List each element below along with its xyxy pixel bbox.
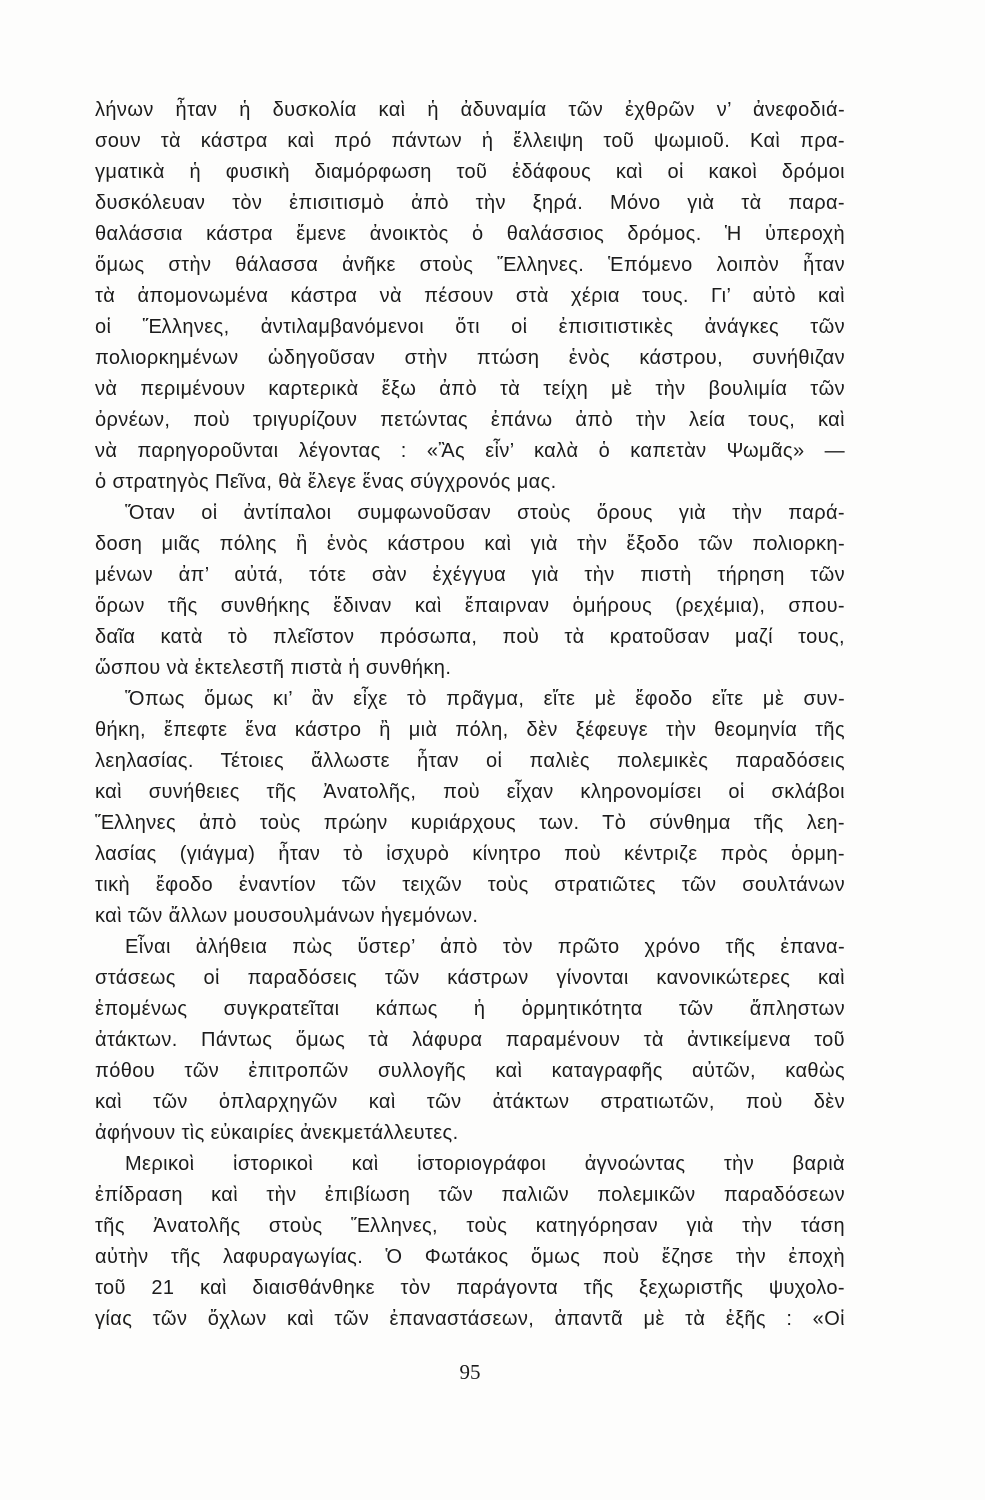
body-text <box>95 95 845 1335</box>
text-line: Εἶναι ἀλήθεια πὼς ὕστερ’ ἀπὸ τὸν πρῶτο χρόνο τῆς ἐπανα- <box>125 936 845 958</box>
text-line: δυσκόλευαν τὸν ἐπισιτισμὸ ἀπὸ τὴν ξηρά. Μόνο γιὰ τὰ παρα- <box>95 192 845 214</box>
text-line: τὰ ἀπομονωμένα κάστρα νὰ πέσουν στὰ χέρια τους. Γι’ αὐτὸ καὶ <box>95 285 845 307</box>
text-line: στάσεως οἱ παραδόσεις τῶν κάστρων γίνονται κανονικώτερες καὶ <box>95 967 845 989</box>
text-line: τικὴ ἔφοδο ἐναντίον τῶν τειχῶν τοὺς στρατιῶτες τῶν σουλτάνων <box>95 874 845 896</box>
text-line: λασίας (γιάγμα) ἦταν τὸ ἰσχυρὸ κίνητρο ποὺ κέντριζε πρὸς ὁρμη- <box>95 843 845 865</box>
text-line: θαλάσσια κάστρα ἔμενε ἀνοικτὸς ὁ θαλάσσιος δρόμος. Ἡ ὑπεροχὴ <box>95 223 845 245</box>
text-line: καὶ τῶν ἄλλων μουσουλμάνων ἡγεμόνων. <box>95 905 479 927</box>
text-line: πολιορκημένων ὡδηγοῦσαν στὴν πτώση ἑνὸς κάστρου, συνήθιζαν <box>95 347 845 369</box>
paragraph-5 <box>95 1149 845 1335</box>
text-line: ὥσπου νὰ ἐκτελεστῆ πιστὰ ἡ συνθήκη. <box>95 657 452 679</box>
paragraph-4 <box>95 932 845 1149</box>
text-line: ὅμως στὴν θάλασσα ἀνῆκε στοὺς Ἕλληνες. Ἑπόμενο λοιπὸν ἦταν <box>95 254 845 276</box>
text-line: λήνων ἦταν ἡ δυσκολία καὶ ἡ ἀδυναμία τῶν ἐχθρῶν ν’ ἀνεφοδιά- <box>95 99 845 121</box>
text-line: γίας τῶν ὄχλων καὶ τῶν ἐπαναστάσεων, ἀπαντᾶ μὲ τὰ ἑξῆς : «Οἱ <box>95 1308 845 1330</box>
text-line: νὰ περιμένουν καρτερικὰ ἔξω ἀπὸ τὰ τείχη μὲ τὴν βουλιμία τῶν <box>95 378 845 400</box>
text-line: ὀρνέων, ποὺ τριγυρίζουν πετώντας ἐπάνω ἀπὸ τὴν λεία τους, καὶ <box>95 409 845 431</box>
text-line: Ὅταν οἱ ἀντίπαλοι συμφωνοῦσαν στοὺς ὅρους γιὰ τὴν παρά- <box>125 502 845 524</box>
text-line: σουν τὰ κάστρα καὶ πρό πάντων ἡ ἔλλειψη τοῦ ψωμιοῦ. Καὶ πρα- <box>95 130 845 152</box>
text-line: καὶ συνήθειες τῆς Ἀνατολῆς, ποὺ εἶχαν κληρονομίσει οἱ σκλάβοι <box>95 781 845 803</box>
text-line: γματικὰ ἡ φυσικὴ διαμόρφωση τοῦ ἐδάφους καὶ οἱ κακοὶ δρόμοι <box>95 161 845 183</box>
text-line: ἀτάκτων. Πάντως ὅμως τὰ λάφυρα παραμένουν τὰ ἀντικείμενα τοῦ <box>95 1029 845 1051</box>
text-line: ὅρων τῆς συνθήκης ἔδιναν καὶ ἔπαιρναν ὁμήρους (ρεχέμια), σπου- <box>95 595 845 617</box>
text-line: νὰ παρηγοροῦνται λέγοντας : «Ἂς εἶν’ καλὰ ὁ καπετὰν Ψωμᾶς» — <box>95 440 845 462</box>
text-line: τῆς Ἀνατολῆς στοὺς Ἕλληνες, τοὺς κατηγόρησαν γιὰ τὴν τάση <box>95 1215 845 1237</box>
text-line: τοῦ 21 καὶ διαισθάνθηκε τὸν παράγοντα τῆς ξεχωριστῆς ψυχολο- <box>95 1277 845 1299</box>
paragraph-2 <box>95 498 845 684</box>
text-line: ἐπίδραση καὶ τὴν ἐπιβίωση τῶν παλιῶν πολεμικῶν παραδόσεων <box>95 1184 845 1206</box>
text-line: θήκη, ἔπεφτε ἕνα κάστρο ἢ μιὰ πόλη, δὲν ξέφευγε τὴν θεομηνία τῆς <box>95 719 845 741</box>
page-number: 95 <box>459 1360 481 1384</box>
paragraph-3 <box>95 684 845 932</box>
text-line: ἑπομένως συγκρατεῖται κάπως ἡ ὁρμητικότητα τῶν ἄπληστων <box>95 998 845 1020</box>
text-line: αὐτὴν τῆς λαφυραγωγίας. Ὁ Φωτάκος ὅμως ποὺ ἔζησε τὴν ἐποχὴ <box>95 1246 845 1268</box>
text-line: λεηλασίας. Τέτοιες ἄλλωστε ἦταν οἱ παλιὲς πολεμικὲς παραδόσεις <box>95 750 845 772</box>
text-line: δαῖα κατὰ τὸ πλεῖστον πρόσωπα, ποὺ τὰ κρατοῦσαν μαζί τους, <box>95 626 845 648</box>
text-line: δοση μιᾶς πόλης ἢ ἑνὸς κάστρου καὶ γιὰ τὴν ἔξοδο τῶν πολιορκη- <box>95 533 845 555</box>
text-line: Μερικοὶ ἱστορικοὶ καὶ ἱστοριογράφοι ἀγνοώντας τὴν βαριὰ <box>125 1153 845 1175</box>
text-line: Ὅπως ὅμως κι’ ἂν εἶχε τὸ πρᾶγμα, εἴτε μὲ ἔφοδο εἴτε μὲ συν- <box>125 688 845 710</box>
text-line: οἱ Ἕλληνες, ἀντιλαμβανόμενοι ὅτι οἱ ἐπισιτιστικὲς ἀνάγκες τῶν <box>95 316 845 338</box>
text-line: καὶ τῶν ὁπλαρχηγῶν καὶ τῶν ἀτάκτων στρατιωτῶν, ποὺ δὲν <box>95 1091 845 1113</box>
text-line: Ἕλληνες ἀπὸ τοὺς πρώην κυριάρχους των. Τὸ σύνθημα τῆς λεη- <box>95 812 845 834</box>
text-line: μένων ἀπ’ αὐτά, τότε σὰν ἐχέγγυα γιὰ τὴν πιστὴ τήρηση τῶν <box>95 564 845 586</box>
text-line: ἀφήνουν τὶς εὐκαιρίες ἀνεκμετάλλευτες. <box>95 1122 459 1144</box>
text-line: ὁ στρατηγὸς Πεῖνα, θὰ ἔλεγε ἕνας σύγχρονός μας. <box>95 471 557 493</box>
paragraph-1 <box>95 95 845 498</box>
text-line: πόθου τῶν ἐπιτροπῶν συλλογῆς καὶ καταγραφῆς αὐτῶν, καθὼς <box>95 1060 845 1082</box>
